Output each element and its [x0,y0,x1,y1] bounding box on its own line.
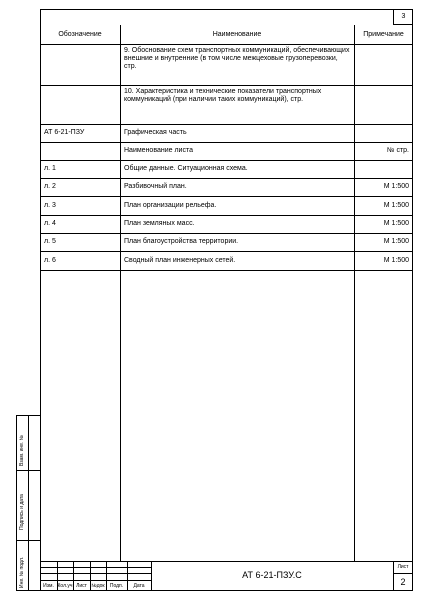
tb-sheet-number: 2 [400,577,406,587]
row-5-designation: л. 2 [44,183,56,190]
row-8-note: М 1:500 [383,238,409,245]
document-code: АТ 6-21-ПЗУ.С [242,570,302,580]
row-3-note: № стр. [387,147,409,154]
tb-header-list: Лист [76,583,87,589]
tb-header-kol: Кол.уч [57,583,73,589]
row-4-note [354,160,413,178]
row-2-designation: АТ 6-21-ПЗУ [44,129,85,136]
row-1-name: 10. Характеристика и технические показатели транспортных коммуникаций (при наличии таких коммуникаций), стр. [124,88,322,103]
tb-header-podp: Подп. [109,583,124,589]
row-9-note: М 1:500 [383,256,409,264]
row-1-note [354,85,413,124]
row-2-name: Графическая часть [124,129,187,136]
header-note: Примечание [363,30,404,38]
tb-header-data: Дата [133,583,145,589]
row-3-designation [40,142,120,160]
top-sheet-number: 3 [393,9,413,25]
title-block [40,561,413,591]
header-name: Наименование [212,30,262,38]
row-0-designation [40,44,120,85]
margin-label-sign-date: Подпись и дата [19,494,25,530]
row-4-designation: л. 1 [44,165,56,172]
row-7-name: План земляных масс. [124,220,195,227]
row-0-note [354,44,413,85]
tb-sheet-label: Лист [397,564,409,570]
row-0-name: 9. Обоснование схем транспортных коммуникаций, обеспечивающих внешние и внутренние (в том числе межцеховые грузоперевозки, стр. [124,47,350,70]
row-1-designation [40,85,120,124]
row-4-name: Общие данные. Ситуационная схема. [124,165,248,172]
row-7-designation: л. 4 [44,220,56,227]
header-designation: Обозначение [58,30,102,38]
row-3-name: Наименование листа [124,147,193,154]
row-9-designation: л. 6 [44,256,56,264]
row-5-name: Разбивочный план. [124,183,187,190]
row-6-name: План организации рельефа. [124,201,217,209]
row-8-designation: л. 5 [44,238,56,245]
tb-header-izm: Изм. [43,583,54,589]
row-2-note [354,124,413,142]
margin-label-inv-podl: Инв. № подл. [19,556,25,588]
row-8-name: План благоустройства территории. [124,238,239,245]
row-6-note: М 1:500 [383,201,409,209]
row-5-note: М 1:500 [383,183,409,190]
row-6-designation: л. 3 [44,201,56,209]
tb-header-ndok: №док [91,583,105,589]
row-7-note: М 1:500 [383,220,409,227]
row-9-name: Сводный план инженерных сетей. [124,256,236,264]
margin-label-inv-zam: Взам. инв. № [19,435,25,466]
